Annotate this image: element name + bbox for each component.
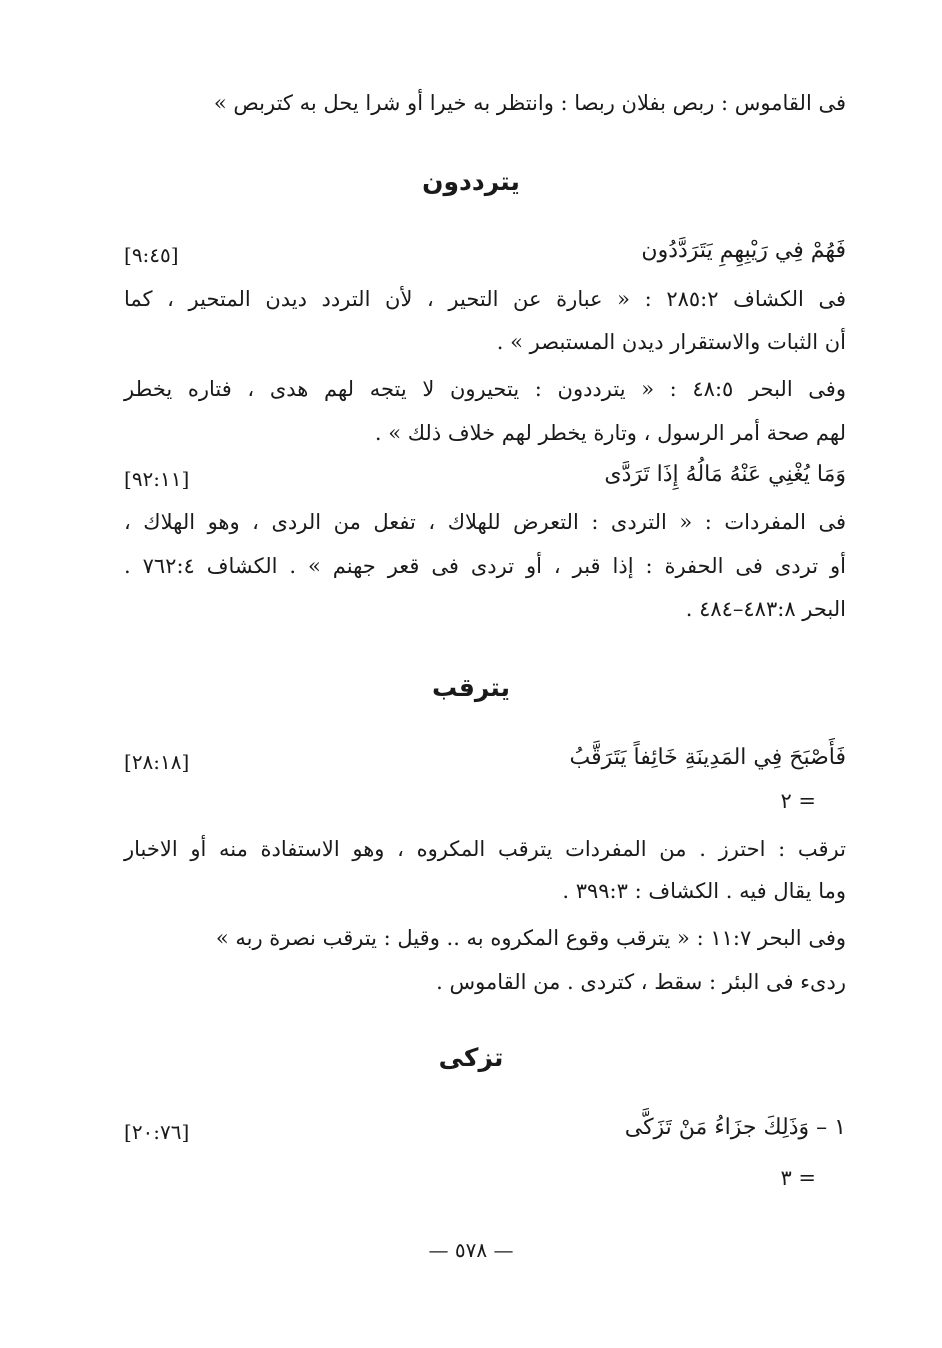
verse-ref-1-2: [٩٢:١١]: [124, 467, 190, 491]
paragraph-line: ترقب : احترز . من المفردات يترقب المكروه ، وهو الاستفادة منه أو الاخبار: [124, 837, 846, 861]
paragraph-line: أن الثبات والاستقرار ديدن المستبصر » .: [496, 330, 846, 354]
verse-2-1: فَأَصْبَحَ فِي المَدِينَةِ خَائِفاً يَتَرَقَّبُ: [569, 745, 846, 770]
paragraph-line: البحر ٤٨٣:٨–٤٨٤ .: [685, 597, 846, 621]
verse-1-2: وَمَا يُغْنِي عَنْهُ مَالُهُ إِذَا تَرَدَّى: [604, 462, 846, 487]
verse-3-1: ١ – وَذَلِكَ جزَاءُ مَنْ تَزَكَّى: [624, 1115, 846, 1140]
paragraph-line: وفى البحر ١١:٧ : « يترقب وقوع المكروه به .. وقيل : يترقب نصرة ربه »: [215, 926, 846, 950]
page-number: — ٥٧٨ —: [428, 1238, 514, 1262]
paragraph-line: ردىء فى البئر : سقط ، كتردى . من القاموس .: [436, 970, 846, 994]
heading-tazakka: تزكى: [438, 1043, 504, 1072]
verse-ref-1-1: [٩:٤٥]: [124, 243, 179, 267]
paragraph-line: فى الكشاف ٢٨٥:٢ : « عبارة عن التحير ، لأن التردد ديدن المتحير ، كما: [124, 287, 846, 311]
paragraph-line: فى المفردات : « التردى : التعرض للهلاك ، تفعل من الردى ، وهو الهلاك ،: [124, 510, 846, 534]
paragraph-line: وفى البحر ٤٨:٥ : « يترددون : يتحيرون لا يتجه لهم هدى ، فتاره يخطر: [124, 377, 846, 401]
paragraph-line: لهم صحة أمر الرسول ، وتارة يخطر لهم خلاف ذلك » .: [374, 421, 846, 445]
paragraph-line: أو تردى فى الحفرة : إذا قبر ، أو تردى فى قعر جهنم » . الكشاف ٧٦٢:٤ .: [124, 554, 846, 578]
heading-yataraqqab: يترقب: [432, 673, 510, 702]
verse-ref-2-1: [٢٨:١٨]: [124, 750, 190, 774]
verse-ref-3-1: [٢٠:٧٦]: [124, 1120, 190, 1144]
heading-yataraddadun: يترددون: [422, 167, 520, 196]
intro-line: فى القاموس : ربص بفلان ربصا : وانتظر به خيرا أو شرا يحل به كتربص »: [213, 91, 846, 115]
paragraph-line: وما يقال فيه . الكشاف : ٣٩٩:٣ .: [562, 879, 846, 903]
verse-1-1: فَهُمْ فِي رَيْبِهِمِ يَتَرَدَّدُون: [641, 238, 846, 263]
occurrence-count: = ٣: [780, 1166, 816, 1190]
occurrence-count: = ٢: [780, 789, 816, 813]
